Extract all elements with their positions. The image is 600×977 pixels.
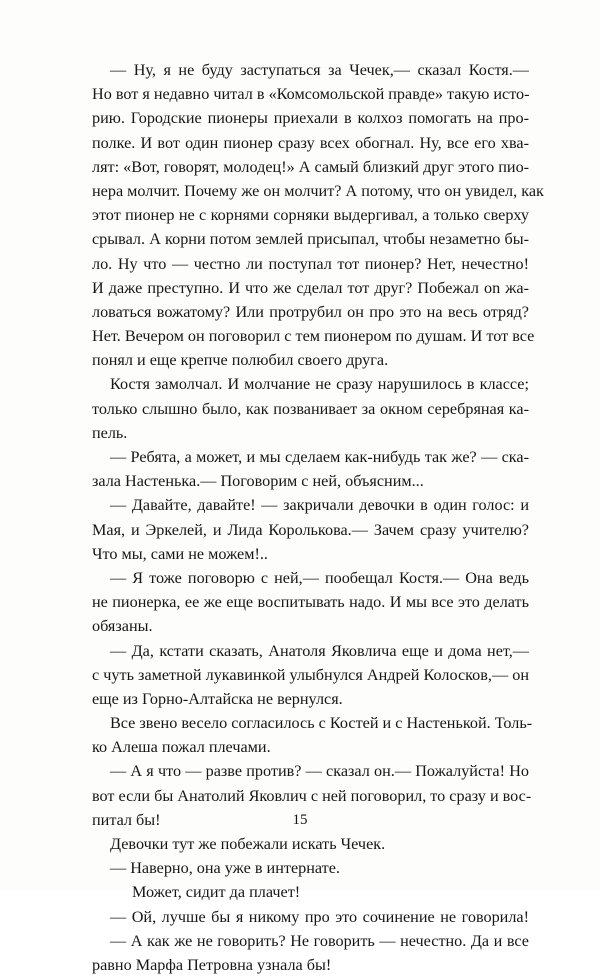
text-line: рию. Городские пионеры приехали в колхоз помогать на про- xyxy=(92,109,529,128)
text-line: ло. Ну что — честно ли поступал тот пионер? Нет, нечестно! xyxy=(92,254,529,273)
text-line: Может, сидит да плачет! xyxy=(132,883,301,902)
text-line: — Ребята, а может, и мы сделаем как-нибудь так же? — ска- xyxy=(110,448,529,466)
text-line: ловаться вожатому? Или протрубил он про это на весь отряд? xyxy=(92,302,529,321)
text-line: обязаны. xyxy=(92,617,153,636)
text-line: Мая, и Эркелей, и Лида Королькова.— Зачем сразу учителю? xyxy=(92,520,529,539)
text-line: — А как же не говорить? Не говорить — нечестно. Да и все xyxy=(110,931,529,950)
text-line: понял и еще крепче полюбил своего друга. xyxy=(92,351,389,370)
text-line: еще из Горно-Алтайска не вернулся. xyxy=(92,689,343,708)
page-number: 15 xyxy=(292,812,308,828)
text-line: вот если бы Анатолий Яковлич с ней поговорил, то сразу и вос- xyxy=(92,786,532,805)
text-line: нера молчит. Почему же он молчит? А потому, что он увидел, как xyxy=(92,181,544,200)
text-line: полке. И вот один пионер сразу всех обогнал. Ну, все его хва- xyxy=(92,133,529,152)
text-line: Девочки тут же побежали искать Чечек. xyxy=(110,835,386,853)
text-line: Но вот я недавно читал в «Комсомольской правде» такую исто- xyxy=(92,85,530,104)
text-line: Костя замолчал. И молчание не сразу нарушилось в классе; xyxy=(110,375,529,394)
text-line: Нет. Вечером он поговорил с тем пионером по душам. И тот все xyxy=(92,327,535,346)
text-line: И даже преступно. И что же сделал тот друг? Побежал on жа- xyxy=(92,278,529,297)
text-line: пель. xyxy=(92,423,128,442)
text-line: срывал. А корни потом землей присыпал, чтобы незаметно бы- xyxy=(92,230,529,249)
text-line: — Ой, лучше бы я никому про это сочинение не говорила! xyxy=(110,907,529,926)
text-line: — Наверно, она уже в интернате. xyxy=(110,859,340,878)
text-line: — Давайте, давайте! — закричали девочки в один голос: и xyxy=(110,496,529,515)
text-line: — А я что — разве против? — сказал он.— Пожалуйста! Но xyxy=(110,762,529,781)
text-line: Все звено весело согласилось с Костей и с Настенькой. Толь- xyxy=(110,714,533,733)
page-text xyxy=(92,58,544,977)
text-line: только слышно было, как позванивает за окном серебряная ка- xyxy=(92,399,529,418)
text-line: — Да, кстати сказать, Анатоля Яковлича еще и дома нет,— xyxy=(110,641,529,660)
text-line: Что мы, сами не можем!.. xyxy=(92,544,268,563)
text-line: этот пионер не с корнями сорняки выдергивал, а только сверху xyxy=(92,206,529,225)
text-line: ко Алеша пожал плечами. xyxy=(92,738,271,757)
text-line: с чуть заметной лукавинкой улыбнулся Андрей Колосков,— он xyxy=(92,665,529,684)
text-line: — Я тоже поговорю с ней,— пообещал Костя.— Она ведь xyxy=(110,568,529,587)
text-line: лят: «Вот, говорят, молодец!» А самый близкий друг этого пио- xyxy=(92,157,530,176)
text-line: не пионерка, ее же еще воспитывать надо. И мы все это делать xyxy=(92,593,529,612)
text-line: равно Марфа Петровна узнала бы! xyxy=(92,955,332,974)
text-line: зала Настенька.— Поговорим с ней, объясним... xyxy=(92,472,424,491)
text-line: питал бы! xyxy=(92,810,161,829)
text-line: — Ну, я не буду заступаться за Чечек,— сказал Костя.— xyxy=(110,61,529,79)
